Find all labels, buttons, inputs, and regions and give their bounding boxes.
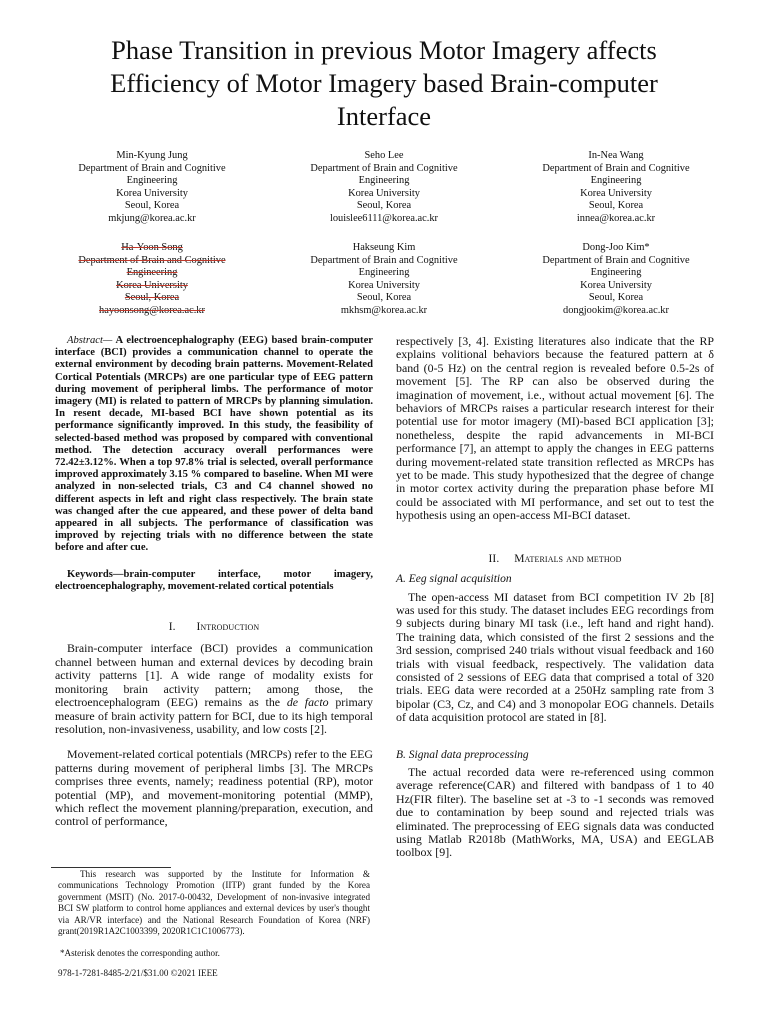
author-block	[498, 242, 734, 317]
author-email[interactable]: innea@korea.ac.kr	[576, 212, 656, 224]
author-name: Ha-Yoon Song	[121, 242, 183, 253]
author-univ: Korea University	[116, 187, 188, 199]
author-email[interactable]: louislee6111@korea.ac.kr	[329, 212, 439, 224]
author-city: Seoul, Korea	[588, 292, 644, 303]
methods-paragraph-1: The open-access MI dataset from BCI competition IV 2b [8] was used for this study. The dataset includes EEG recordings from 9 subjects during binary MI task (i.e., left hand and right hand). The training data, which consisted of the first 2 sessions and the 3rd session, comprised 240 trials without visual feedback and 160 trials with visual feedback, respectively. The validation data consisted of 2 sessions of EEG data that comprised a total of 320 trials. EEG data were recorded at a 250Hz sampling rate from 3 bipolar (C3, Cz, and C4) and 3 monopolar EOG channels. Details of data acquisition protocol are stated in [8].	[396, 589, 714, 725]
author-city: Seoul, Korea	[124, 292, 180, 303]
abstract	[55, 335, 373, 555]
author-email[interactable]: hayoonsong@korea.ac.kr	[99, 304, 205, 316]
title-line-3: Interface	[336, 101, 432, 131]
author-dept-2: Engineering	[126, 175, 178, 186]
author-name: Dong-Joo Kim*	[582, 242, 650, 253]
title-line-2: Efficiency of Motor Imagery based Brain-computer	[110, 68, 658, 98]
author-block	[34, 150, 270, 225]
title-line-1: Phase Transition in previous Motor Imagery affects	[111, 35, 657, 65]
author-name: Seho Lee	[364, 150, 404, 161]
author-city: Seoul, Korea	[124, 200, 180, 211]
author-dept: Department of Brain and Cognitive	[542, 254, 690, 266]
intro-paragraph-2: Movement-related cortical potentials (MRCPs) refer to the EEG patterns during movement of peripheral limbs [3]. The MRCPs comprises three events, namely; readiness potential (RP), motor potential (MP), and movement-monitoring potential (MMP), which reflect the movement planning/preparation, execution, and control of performance,	[55, 747, 373, 829]
author-dept: Department of Brain and Cognitive	[78, 254, 226, 266]
intro-continuation: respectively [3, 4]. Existing literatures also indicate that the RP explains volitional behaviors because the featured pattern at δ band (0-5 Hz) on the central region is revealed before 0.5-2s of movement [5]. The RP can also be observed during the imagination of movement, i.e., without actual movement [6]. The behaviors of MRCPs raises a particular research interest for their potential use for motor imagery (MI)-based BCI application [3]; nonetheless, despite the rapid advancements in MI-BCI performance [7], an attempt to apply the changes in EEG patterns during movement-related state transition reflected as MRCPs has yet to be made. This study hypothesized that the degree of change in motor cortex activity during the preparation phase before MI could be associated with MI performance, and set out to test the hypothesis using an open-access MI-BCI dataset.	[396, 334, 714, 523]
abstract-body: A electroencephalography (EEG) based brain-computer interface (BCI) provides a communication channel to operate the external environment by decoding brain patterns. Movement-Related Cortical Potentials (MRCPs) are one particular type of EEG pattern during movement of peripheral limbs. The performance of motor imagery (MI) is related to pattern of MRCPs by planning simulation. In resent decade, MI-based BCI have shown potential as its performance significantly improved. In this study, the feasibility of selected-based method was proposed by compared with conventional method. The detection accuracy overall performances were 72.42±3.12%. When a top 97.8% trial is selected, overall performance improved approximately 3.15 % compared to baseline. When MI were analyzed in non-selected trials, C3 and C4 channel showed no different aspects in left and right class respectively. The brain state was changed after the cue appeared, and these power of delta band appeared in all subjects. The performance of classification was improved by rejecting trials with no difference between the state before and after cue.	[55, 335, 373, 554]
author-dept: Department of Brain and Cognitive	[310, 254, 458, 266]
author-dept-2: Engineering	[358, 267, 410, 278]
author-univ: Korea University	[580, 187, 652, 199]
author-city: Seoul, Korea	[588, 200, 644, 211]
subsection-heading-a: A. Eeg signal acquisition	[396, 573, 512, 586]
author-name: Hakseung Kim	[352, 242, 416, 253]
author-email[interactable]: dongjookim@korea.ac.kr	[563, 304, 669, 316]
author-block	[498, 150, 734, 225]
section-heading-methods	[396, 553, 714, 566]
author-univ: Korea University	[580, 279, 652, 291]
section-number: I.	[168, 621, 176, 634]
author-email[interactable]: mkhsm@korea.ac.kr	[340, 304, 428, 316]
author-name: Min-Kyung Jung	[116, 150, 188, 161]
author-name: In-Nea Wang	[588, 150, 644, 161]
corresponding-author-note: *Asterisk denotes the corresponding author.	[60, 948, 220, 958]
section-title: Materials and method	[514, 552, 622, 565]
funding-footnote: This research was supported by the Institute for Information & communications Technology Promotion (IITP) grant funded by the Korea government (MSIT) (No. 2017-0-00432, Development of non-invasive integrated BCI SW platform to control home appliances and external devices by user's thought via AR/VR interface) and the National Research Foundation of Korea (NRF) grant(2019R1A2C1003399, 2020R1C1C1006773).	[58, 869, 370, 937]
author-dept-2: Engineering	[358, 175, 410, 186]
author-block-struck	[34, 242, 270, 317]
paper-title	[30, 34, 738, 133]
author-block	[266, 242, 502, 317]
left-column	[55, 335, 373, 829]
author-univ: Korea University	[348, 187, 420, 199]
author-dept: Department of Brain and Cognitive	[78, 162, 226, 174]
intro-p1-end: primary measure of brain activity pattern for BCI, due to its high temporal resolution, non-invasiveness, usability, and low costs [2].	[55, 695, 373, 736]
author-city: Seoul, Korea	[356, 292, 412, 303]
section-number: II.	[488, 552, 500, 565]
right-column	[396, 335, 714, 860]
author-city: Seoul, Korea	[356, 200, 412, 211]
author-block	[266, 150, 502, 225]
author-univ: Korea University	[116, 279, 188, 291]
keywords-lead: Keywords—	[67, 568, 124, 580]
keywords	[55, 569, 373, 593]
author-dept: Department of Brain and Cognitive	[310, 162, 458, 174]
author-dept-2: Engineering	[126, 267, 178, 278]
intro-p1-emphasis: de facto	[286, 695, 329, 710]
intro-paragraph-1	[55, 642, 373, 736]
section-heading-introduction	[55, 621, 373, 634]
copyright-line: 978-1-7281-8485-2/21/$31.00 ©2021 IEEE	[58, 968, 218, 978]
keywords-body: brain-computer interface, motor imagery, electroencephalography, movement-related cortical potentials	[55, 568, 373, 592]
author-email[interactable]: mkjung@korea.ac.kr	[108, 212, 196, 224]
author-dept-2: Engineering	[590, 267, 642, 278]
author-dept: Department of Brain and Cognitive	[542, 162, 690, 174]
abstract-lead: Abstract—	[67, 335, 113, 346]
methods-paragraph-2: The actual recorded data were re-referenced using common average reference(CAR) and filtered with bandpass of 1 to 40 Hz(FIR filter). The baseline set at -3 to -1 seconds was removed due to contamination by beep sound and rejected trials was eliminated. The preprocessing of EEG signals data was conducted using Matlab R2018b (MathWorks, MA, USA) and EEGLAB toolbox [9].	[396, 764, 714, 860]
intro-p1-text: Brain-computer interface (BCI) provides a communication channel between human and external devices by decoding brain activity patterns [1]. A wide range of modality exists for monitoring brain activity pattern; among those, the electroencephalogram (EEG) remains as the	[55, 641, 373, 710]
footnote-divider	[51, 867, 171, 868]
section-title: Introduction	[196, 621, 260, 634]
subsection-heading-b: B. Signal data preprocessing	[396, 748, 529, 761]
author-univ: Korea University	[348, 279, 420, 291]
author-dept-2: Engineering	[590, 175, 642, 186]
